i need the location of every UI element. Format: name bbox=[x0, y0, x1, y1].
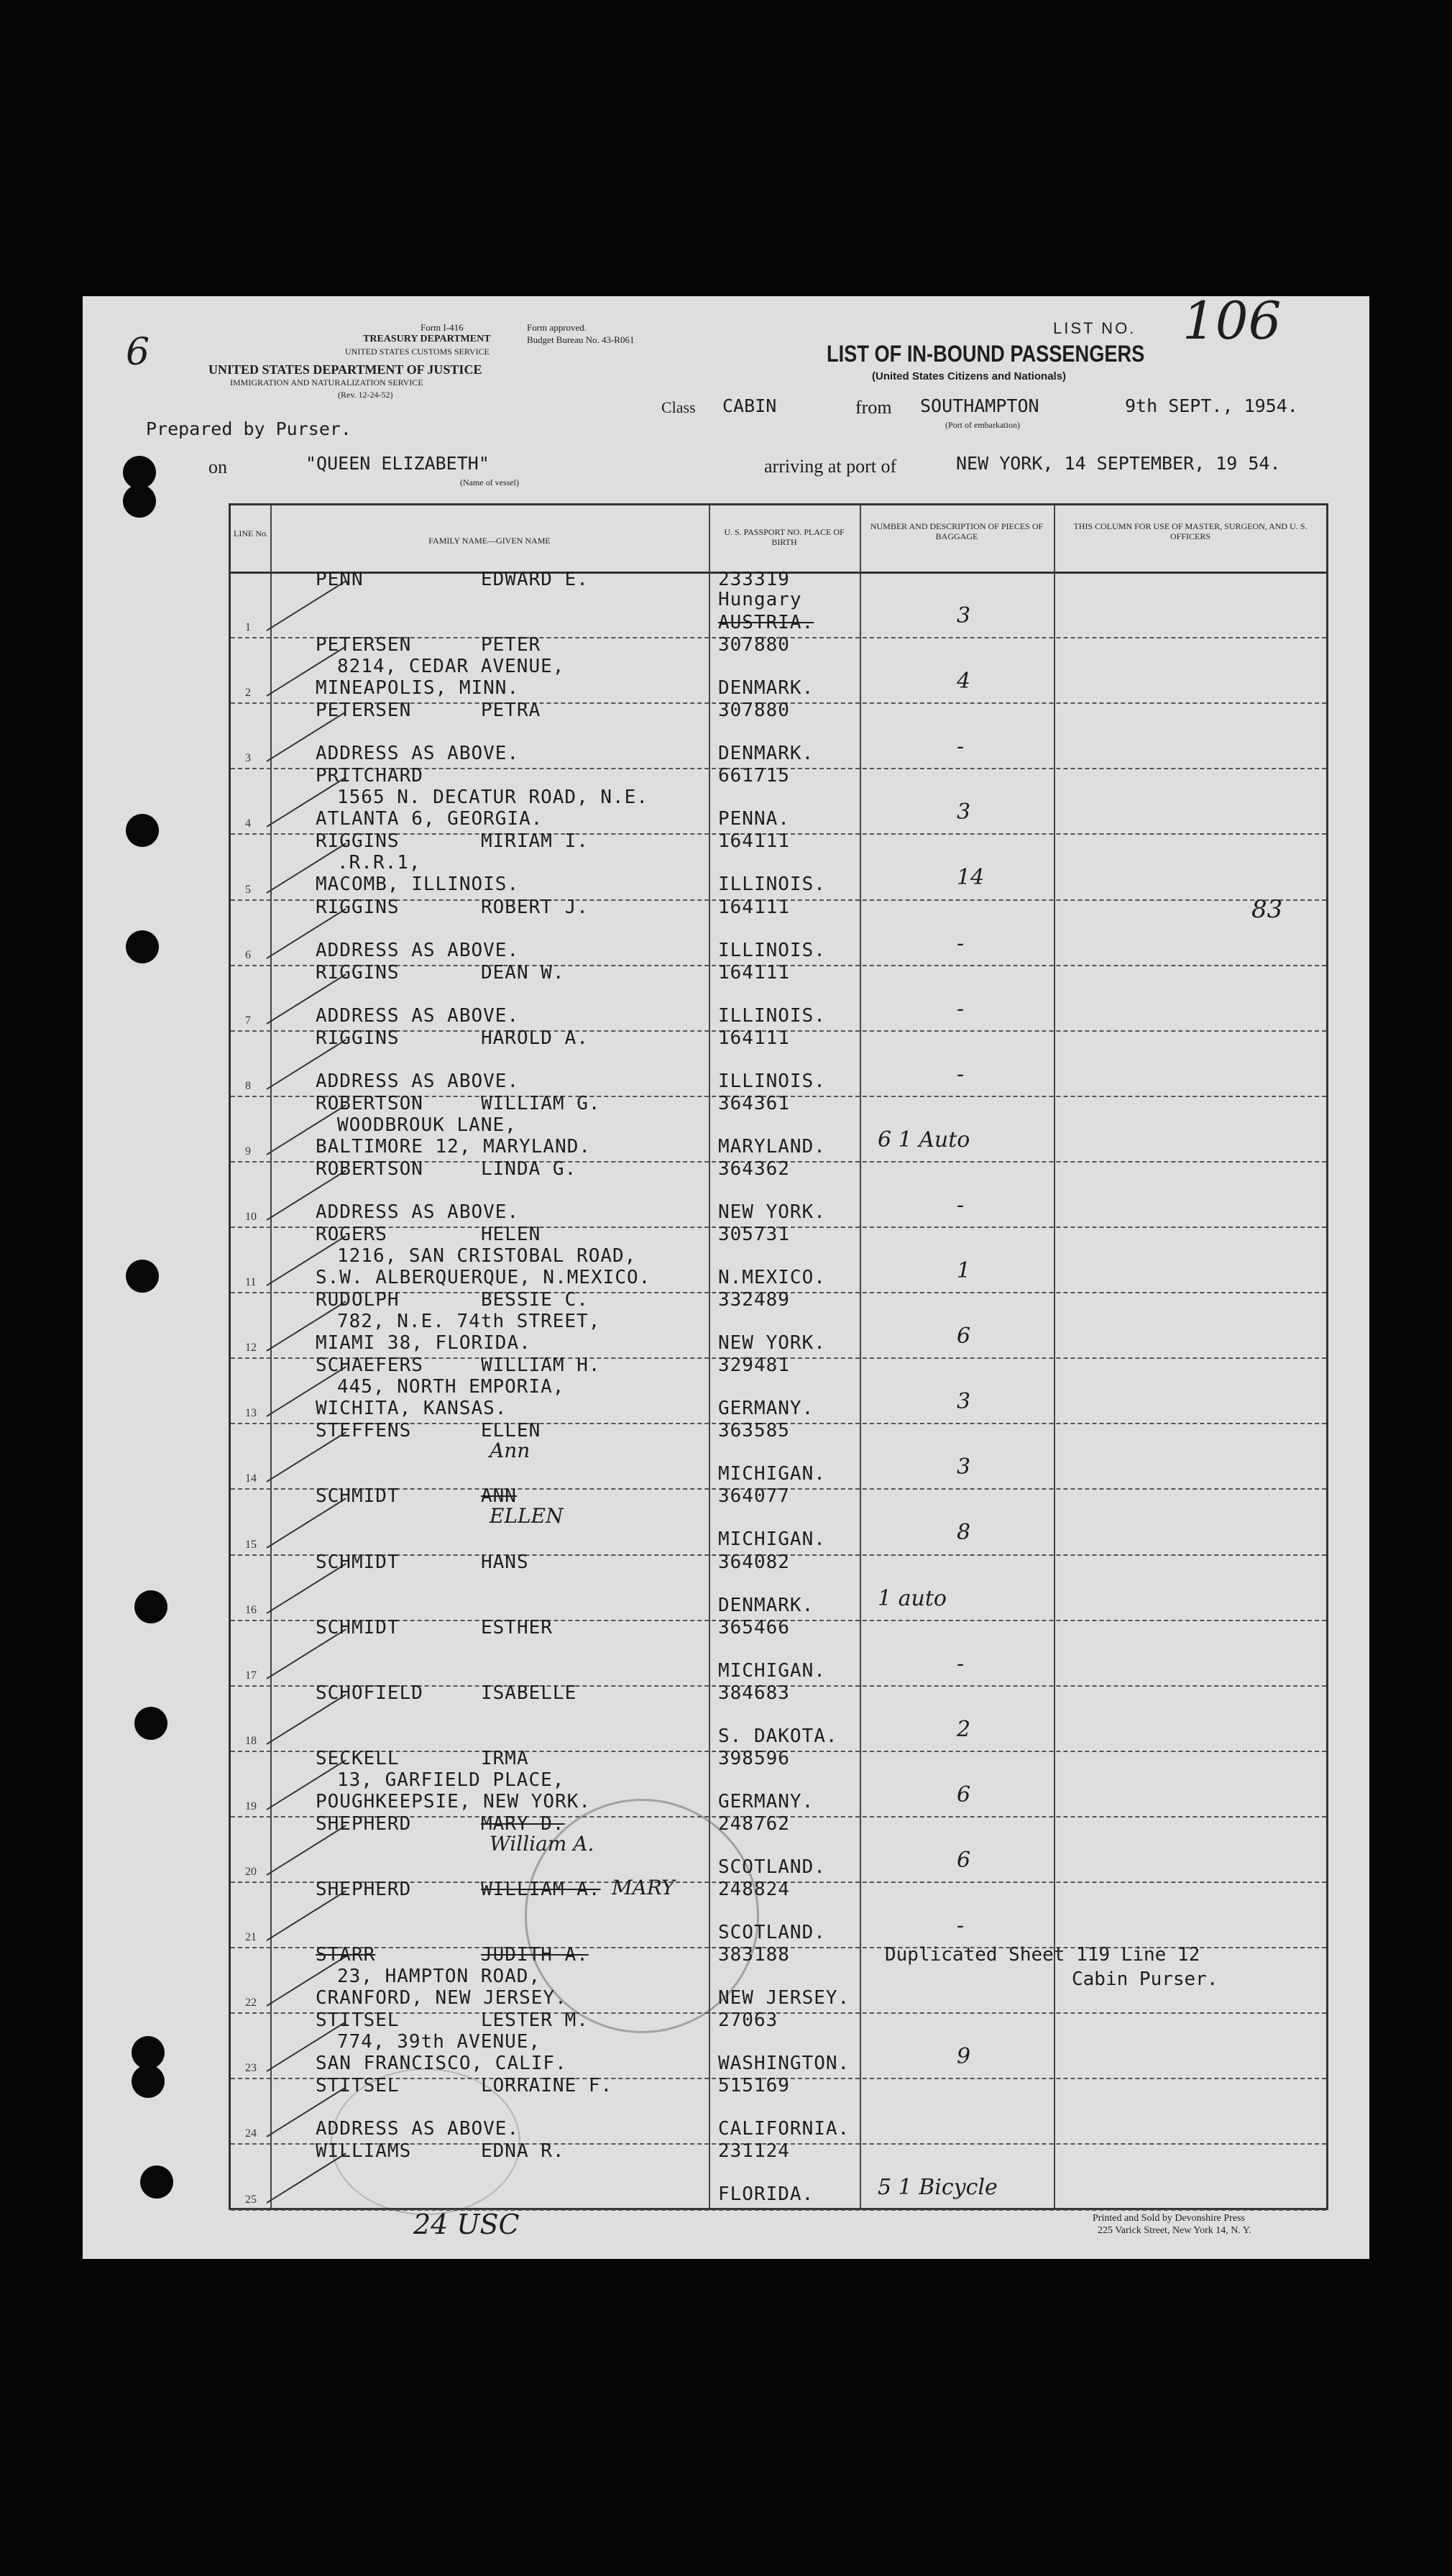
baggage-count: 6 bbox=[957, 1782, 971, 1807]
form-approved: Form approved. bbox=[527, 322, 587, 333]
given-name: JUDITH A. bbox=[481, 1944, 589, 1966]
line-number: 17 bbox=[245, 1669, 257, 1682]
birthplace: ILLINOIS. bbox=[718, 939, 826, 961]
birthplace: NEW YORK. bbox=[718, 1332, 826, 1355]
class-value: CABIN bbox=[722, 395, 777, 416]
passport-number: 248762 bbox=[718, 1812, 790, 1835]
line-number: 9 bbox=[245, 1145, 251, 1158]
given-name: LINDA G. bbox=[481, 1158, 577, 1180]
family-name: SCHAEFERS bbox=[316, 1355, 423, 1377]
col-baggage: NUMBER AND DESCRIPTION OF PIECES OF BAGGAGE bbox=[870, 521, 1044, 541]
passport-number: 164111 bbox=[718, 961, 790, 984]
family-name: STARR bbox=[316, 1944, 376, 1966]
baggage-count: 9 bbox=[957, 2044, 971, 2070]
family-name: ROBERTSON bbox=[316, 1092, 423, 1114]
family-name: PETERSEN bbox=[316, 634, 412, 656]
address-line-2: ADDRESS AS ABOVE. bbox=[316, 743, 520, 765]
embarkation-port: SOUTHAMPTON bbox=[920, 395, 1039, 416]
birthplace: NEW JERSEY. bbox=[718, 1987, 850, 2009]
line-number: 4 bbox=[245, 817, 251, 830]
family-name: PENN bbox=[316, 569, 364, 590]
birthplace: FLORIDA. bbox=[718, 2183, 814, 2206]
line-number: 22 bbox=[245, 1997, 257, 2009]
address-line-2: ADDRESS AS ABOVE. bbox=[316, 1070, 520, 1092]
printer-line-1: Printed and Sold by Devonshire Press bbox=[1093, 2213, 1245, 2224]
given-name: HELEN bbox=[481, 1224, 541, 1245]
family-name: SCHMIDT bbox=[316, 1485, 400, 1508]
baggage-count: - bbox=[957, 1651, 965, 1677]
passport-number: 364361 bbox=[718, 1092, 790, 1114]
passport-number: 248824 bbox=[718, 1879, 790, 1900]
family-name: SECKELL bbox=[316, 1747, 400, 1769]
address-line-1: 1216, SAN CRISTOBAL ROAD, bbox=[337, 1245, 637, 1267]
address-line-2: ADDRESS AS ABOVE. bbox=[316, 939, 520, 961]
given-name: MARY D. bbox=[481, 1812, 565, 1835]
line-number: 2 bbox=[245, 687, 251, 700]
passport-number: 329481 bbox=[718, 1355, 790, 1377]
address-line-2: POUGHKEEPSIE, NEW YORK. bbox=[316, 1790, 592, 1812]
given-name: WILLIAM G. bbox=[481, 1092, 601, 1114]
officer-note: 83 bbox=[1251, 894, 1283, 924]
col-passport: U. S. PASSPORT NO. PLACE OF BIRTH bbox=[724, 527, 845, 547]
birthplace: N.MEXICO. bbox=[718, 1267, 826, 1288]
baggage-count: 8 bbox=[957, 1520, 971, 1546]
address-line-2: S.W. ALBERQUERQUE, N.MEXICO. bbox=[316, 1267, 651, 1288]
list-no-label: LIST NO. bbox=[1053, 319, 1136, 337]
family-name: RIGGINS bbox=[316, 1027, 400, 1049]
punch-hole bbox=[126, 814, 159, 847]
birthplace: ILLINOIS. bbox=[718, 1070, 826, 1092]
list-number: 106 bbox=[1182, 290, 1282, 351]
address-line-1: 445, NORTH EMPORIA, bbox=[337, 1376, 565, 1398]
punch-hole bbox=[123, 485, 156, 518]
given-name-correction: William A. bbox=[490, 1831, 594, 1856]
line-number: 12 bbox=[245, 1342, 257, 1355]
given-name: MIRIAM I. bbox=[481, 830, 589, 853]
address-line-2: ADDRESS AS ABOVE. bbox=[316, 2118, 520, 2140]
line-number: 19 bbox=[245, 1800, 257, 1812]
passport-number: 305731 bbox=[718, 1224, 790, 1245]
line-number: 8 bbox=[245, 1079, 251, 1092]
passport-number: 383188 bbox=[718, 1944, 790, 1966]
baggage-count: 1 bbox=[957, 1258, 971, 1283]
baggage-count: Duplicated Sheet 119 Line 12 bbox=[885, 1944, 1200, 1966]
birthplace: CALIFORNIA. bbox=[718, 2118, 850, 2140]
family-name: RIGGINS bbox=[316, 961, 400, 984]
given-name: ISABELLE bbox=[481, 1682, 577, 1704]
line-number: 1 bbox=[245, 621, 251, 634]
baggage-count: 3 bbox=[957, 799, 971, 825]
birthplace: GERMANY. bbox=[718, 1790, 814, 1812]
baggage-count: - bbox=[957, 1061, 965, 1087]
passport-number: 398596 bbox=[718, 1747, 790, 1769]
line-number: 16 bbox=[245, 1603, 257, 1616]
passport-number: 364362 bbox=[718, 1158, 790, 1180]
birthplace: PENNA. bbox=[718, 808, 790, 830]
given-name: ESTHER bbox=[481, 1616, 553, 1638]
birthplace: WASHINGTON. bbox=[718, 2053, 850, 2075]
baggage-count: 1 auto bbox=[878, 1585, 947, 1611]
address-line-1: WOODBROUK LANE, bbox=[337, 1114, 517, 1136]
baggage-count: - bbox=[957, 996, 965, 1022]
address-line-1: 8214, CEDAR AVENUE, bbox=[337, 656, 565, 678]
column-divider bbox=[860, 505, 861, 2208]
given-name: LORRAINE F. bbox=[481, 2075, 613, 2097]
family-name: WILLIAMS bbox=[316, 2140, 412, 2163]
baggage-count: 3 bbox=[957, 1454, 971, 1480]
birthplace-correction: Hungary bbox=[718, 589, 802, 610]
punch-hole bbox=[132, 2065, 165, 2098]
family-name: SCHMIDT bbox=[316, 1616, 400, 1638]
passport-number: 164111 bbox=[718, 830, 790, 853]
row-divider bbox=[231, 2209, 1326, 2211]
birthplace: DENMARK. bbox=[718, 743, 814, 765]
address-line-2: ADDRESS AS ABOVE. bbox=[316, 1004, 520, 1027]
passport-number: 332489 bbox=[718, 1289, 790, 1311]
birthplace: GERMANY. bbox=[718, 1398, 814, 1420]
given-name: EDNA R. bbox=[481, 2140, 565, 2163]
address-line-2: BALTIMORE 12, MARYLAND. bbox=[316, 1135, 592, 1158]
family-name: SHEPHERD bbox=[316, 1879, 412, 1900]
passport-number: 661715 bbox=[718, 765, 790, 787]
passport-number: 515169 bbox=[718, 2075, 790, 2097]
birthplace: MARYLAND. bbox=[718, 1135, 826, 1158]
corner-mark: 6 bbox=[126, 331, 150, 374]
document-title: LIST OF IN-BOUND PASSENGERS bbox=[827, 341, 1145, 367]
given-name: DEAN W. bbox=[481, 961, 565, 984]
passport-number: 363585 bbox=[718, 1420, 790, 1442]
punch-hole bbox=[140, 2165, 173, 2199]
passport-number: 365466 bbox=[718, 1616, 790, 1638]
given-name: PETER bbox=[481, 634, 541, 656]
justice-label: UNITED STATES DEPARTMENT OF JUSTICE bbox=[208, 362, 482, 377]
revision-label: (Rev. 12-24-52) bbox=[338, 390, 393, 400]
given-name-correction: ELLEN bbox=[490, 1504, 564, 1528]
family-name: RUDOLPH bbox=[316, 1289, 400, 1311]
line-number: 13 bbox=[245, 1407, 257, 1420]
vessel-name: "QUEEN ELIZABETH" bbox=[305, 453, 490, 474]
family-name: SCHOFIELD bbox=[316, 1682, 423, 1704]
birthplace: ILLINOIS. bbox=[718, 1004, 826, 1027]
on-label: on bbox=[208, 457, 227, 477]
address-line-1: 23, HAMPTON ROAD, bbox=[337, 1966, 541, 1988]
given-name: WILLIAM A. bbox=[481, 1879, 601, 1900]
address-line-2: MINEAPOLIS, MINN. bbox=[316, 677, 520, 700]
baggage-count: - bbox=[957, 734, 965, 760]
address-line-2: SAN FRANCISCO, CALIF. bbox=[316, 2053, 567, 2075]
given-name-correction: Ann bbox=[490, 1439, 530, 1463]
family-name: PETERSEN bbox=[316, 700, 412, 722]
arriving-label: arriving at port of bbox=[764, 456, 897, 477]
baggage-count: - bbox=[957, 1913, 965, 1938]
passport-number: 307880 bbox=[718, 634, 790, 656]
birthplace: ILLINOIS. bbox=[718, 874, 826, 896]
given-name: ELLEN bbox=[481, 1420, 541, 1442]
family-name: ROBERTSON bbox=[316, 1158, 423, 1180]
passport-number: 233319 bbox=[718, 569, 790, 590]
birthplace: MICHIGAN. bbox=[718, 1528, 826, 1551]
address-line-2: MIAMI 38, FLORIDA. bbox=[316, 1332, 531, 1355]
address-line-2: WICHITA, KANSAS. bbox=[316, 1398, 507, 1420]
col-family-name: FAMILY NAME—GIVEN NAME bbox=[428, 536, 551, 546]
column-divider bbox=[709, 505, 710, 2208]
baggage-count: - bbox=[957, 1192, 965, 1218]
bottom-note: 24 USC bbox=[413, 2209, 520, 2240]
treasury-label: TREASURY DEPARTMENT bbox=[363, 334, 491, 344]
line-number: 10 bbox=[245, 1211, 257, 1223]
passport-number: 307880 bbox=[718, 700, 790, 722]
given-name: LESTER M. bbox=[481, 2009, 589, 2032]
line-number: 11 bbox=[245, 1276, 257, 1289]
birthplace: SCOTLAND. bbox=[718, 1922, 826, 1943]
address-line-2: ATLANTA 6, GEORGIA. bbox=[316, 808, 543, 830]
form-number: Form I-416 bbox=[421, 322, 464, 333]
baggage-count: - bbox=[957, 930, 965, 956]
family-name: STEFFENS bbox=[316, 1420, 412, 1442]
punch-hole bbox=[134, 1590, 167, 1623]
baggage-count: 4 bbox=[957, 669, 971, 695]
birthplace: DENMARK. bbox=[718, 1594, 814, 1616]
budget-bureau: Budget Bureau No. 43-R061 bbox=[527, 334, 635, 345]
address-line-1: .R.R.1, bbox=[337, 852, 421, 874]
officer-note: Cabin Purser. bbox=[1072, 1968, 1218, 1991]
given-name: IRMA bbox=[481, 1747, 529, 1769]
given-name: ANN bbox=[481, 1485, 517, 1508]
passport-number: 364082 bbox=[718, 1551, 790, 1573]
address-line-1: 782, N.E. 74th STREET, bbox=[337, 1311, 601, 1333]
given-name: HAROLD A. bbox=[481, 1027, 589, 1049]
baggage-count: 2 bbox=[957, 1716, 971, 1742]
customs-label: UNITED STATES CUSTOMS SERVICE bbox=[345, 347, 490, 357]
col-officers: THIS COLUMN FOR USE OF MASTER, SURGEON, AND U. S. OFFICERS bbox=[1073, 521, 1308, 541]
given-name: EDWARD E. bbox=[481, 569, 589, 590]
given-name: ROBERT J. bbox=[481, 896, 589, 918]
given-name: HANS bbox=[481, 1551, 529, 1573]
given-name-correction: MARY bbox=[612, 1876, 675, 1899]
line-number: 25 bbox=[245, 2193, 257, 2206]
birthplace: AUSTRIA. bbox=[718, 612, 814, 633]
address-line-1: 774, 39th AVENUE, bbox=[337, 2031, 541, 2053]
address-line-1: 1565 N. DECATUR ROAD, N.E. bbox=[337, 787, 648, 809]
baggage-count: 6 bbox=[957, 1324, 971, 1349]
line-number: 20 bbox=[245, 1866, 257, 1878]
family-name: SCHMIDT bbox=[316, 1551, 400, 1573]
birthplace: SCOTLAND. bbox=[718, 1856, 826, 1878]
baggage-count: 14 bbox=[957, 865, 985, 891]
class-label: Class bbox=[661, 398, 696, 416]
baggage-count: 3 bbox=[957, 603, 971, 628]
address-line-2: CRANFORD, NEW JERSEY. bbox=[316, 1987, 567, 2009]
punch-hole bbox=[134, 1707, 167, 1740]
birthplace: S. DAKOTA. bbox=[718, 1725, 838, 1747]
embarkation-date: 9th SEPT., 1954. bbox=[1125, 395, 1298, 416]
passport-number: 231124 bbox=[718, 2140, 790, 2163]
family-name: RIGGINS bbox=[316, 830, 400, 853]
ins-label: IMMIGRATION AND NATURALIZATION SERVICE bbox=[230, 377, 423, 388]
family-name: STITSEL bbox=[316, 2075, 400, 2097]
line-number: 24 bbox=[245, 2127, 257, 2140]
passport-number: 164111 bbox=[718, 1027, 790, 1049]
passenger-table bbox=[229, 503, 1328, 2210]
passport-number: 384683 bbox=[718, 1682, 790, 1704]
line-number: 7 bbox=[245, 1014, 251, 1027]
family-name: STITSEL bbox=[316, 2009, 400, 2032]
passport-number: 164111 bbox=[718, 896, 790, 918]
given-name: PETRA bbox=[481, 700, 541, 722]
address-line-1: 13, GARFIELD PLACE, bbox=[337, 1769, 565, 1791]
birthplace: MICHIGAN. bbox=[718, 1463, 826, 1485]
port-embarkation-note: (Port of embarkation) bbox=[945, 420, 1020, 430]
baggage-count: 3 bbox=[957, 1389, 971, 1415]
given-name: BESSIE C. bbox=[481, 1289, 589, 1311]
line-number: 15 bbox=[245, 1538, 257, 1551]
col-line-no: LINE No. bbox=[234, 528, 268, 538]
from-label: from bbox=[855, 397, 892, 418]
passport-number: 27063 bbox=[718, 2009, 778, 2032]
birthplace: DENMARK. bbox=[718, 677, 814, 700]
address-line-2: ADDRESS AS ABOVE. bbox=[316, 1201, 520, 1223]
line-number: 18 bbox=[245, 1734, 257, 1747]
passport-number: 364077 bbox=[718, 1485, 790, 1508]
family-name: ROGERS bbox=[316, 1224, 387, 1245]
arrival-port-date: NEW YORK, 14 SEPTEMBER, 19 54. bbox=[956, 453, 1281, 474]
line-number: 3 bbox=[245, 752, 251, 765]
line-number: 5 bbox=[245, 883, 251, 896]
document-subtitle: (United States Citizens and Nationals) bbox=[872, 370, 1067, 382]
baggage-count: 6 1 Auto bbox=[878, 1127, 970, 1152]
punch-hole bbox=[126, 930, 159, 963]
line-number: 6 bbox=[245, 948, 251, 961]
column-divider bbox=[270, 505, 272, 2208]
baggage-count: 6 bbox=[957, 1847, 971, 1873]
line-number: 21 bbox=[245, 1931, 257, 1944]
birthplace: NEW YORK. bbox=[718, 1201, 826, 1223]
birthplace: MICHIGAN. bbox=[718, 1659, 826, 1682]
line-number: 23 bbox=[245, 2062, 257, 2075]
family-name: RIGGINS bbox=[316, 896, 400, 918]
baggage-count: 5 1 Bicycle bbox=[878, 2175, 998, 2201]
line-number: 14 bbox=[245, 1472, 257, 1485]
vessel-note: (Name of vessel) bbox=[460, 477, 519, 487]
family-name: PRITCHARD bbox=[316, 765, 423, 787]
punch-hole bbox=[126, 1260, 159, 1293]
given-name: WILLIAM H. bbox=[481, 1355, 601, 1377]
address-line-2: MACOMB, ILLINOIS. bbox=[316, 874, 520, 896]
prepared-by: Prepared by Purser. bbox=[146, 418, 351, 439]
printer-line-2: 225 Varick Street, New York 14, N. Y. bbox=[1098, 2225, 1251, 2236]
family-name: SHEPHERD bbox=[316, 1812, 412, 1835]
